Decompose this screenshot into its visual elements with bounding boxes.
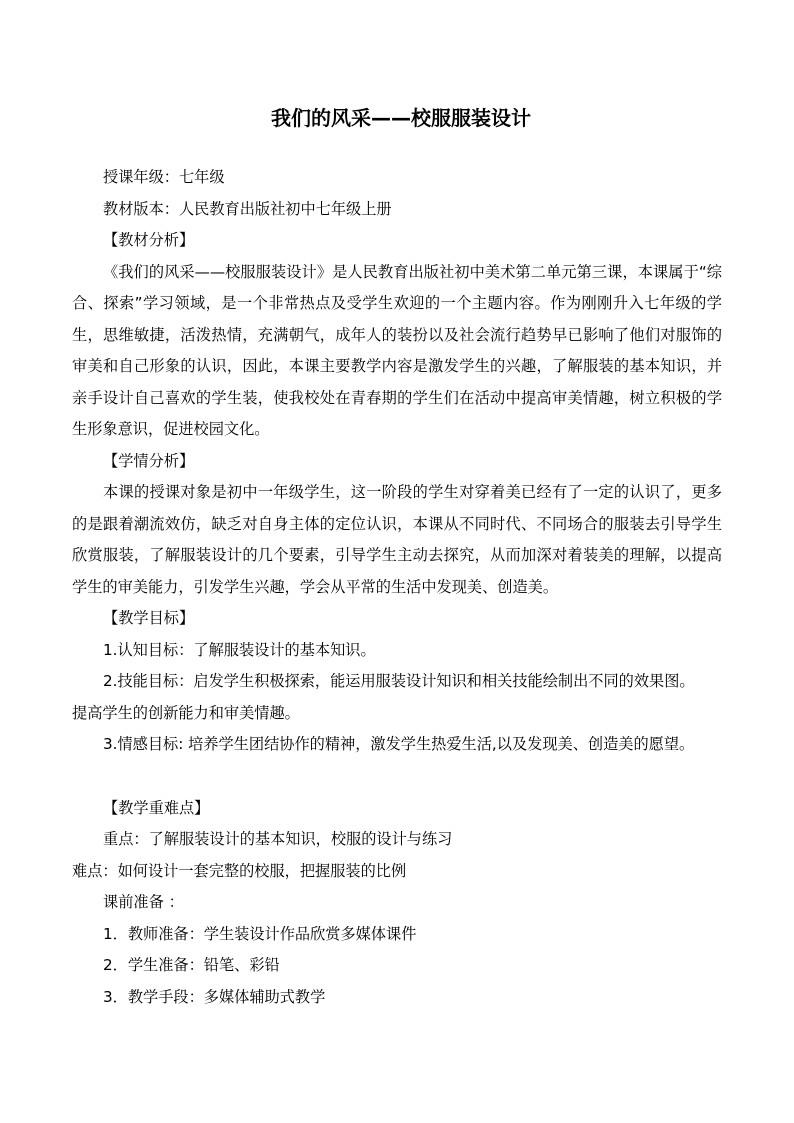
difficult-point: 难点：如何设计一套完整的校服，把握服装的比例 [72, 861, 407, 880]
preparation-means: 3．教学手段：多媒体辅助式教学 [103, 987, 326, 1006]
preparation-heading: 课前准备 ： [103, 893, 184, 911]
student-analysis-heading: 【学情分析】 [103, 451, 195, 470]
objective-cognitive: 1.认知目标：了解服装设计的基本知识。 [103, 640, 376, 659]
blank-line [72, 761, 724, 793]
objective-emotional: 3.情感目标: 培养学生团结协作的精神，激发学生热爱生活,以及发现美、创造美的愿望。 [103, 735, 695, 753]
document-title: 我们的风采——校服服装设计 [271, 106, 531, 130]
document-page [72, 104, 724, 1013]
objectives-heading: 【教学目标】 [103, 609, 195, 627]
edition-line: 教材版本：人民教育出版社初中七年级上册 [103, 199, 392, 218]
material-analysis-heading: 【教材分析】 [103, 231, 195, 249]
grade-line: 授课年级：七年级 [103, 168, 225, 186]
preparation-teacher: 1．教师准备：学生装设计作品欣赏多媒体课件 [103, 924, 417, 943]
material-analysis-body: 《我们的风采——校服服装设计》是人民教育出版社初中美术第二单元第三课，本课属于“综合、探索”学习领域，是一个非常热点及受学生欢迎的一个主题内容。作为刚刚升入七年级的学生，思维敏捷，活泼热情，充满朝气，成年人的装扮以及社会流行趋势早已影响了他们对服饰的审美和自己形象的认识，因此，本课主要教学内容是激发学生的兴趣，了解服装的基本知识，并亲手设计自己喜欢的学生装，使我校处在青春期的学生们在活动中提高审美情趣，树立积极的学生形象意识，促进校园文化。 [72, 262, 722, 438]
objective-skill-continued: 提高学生的创新能力和审美情趣。 [72, 703, 300, 722]
student-analysis-body: 本课的授课对象是初中一年级学生，这一阶段的学生对穿着美已经有了一定的认识了，更多的是跟着潮流效仿，缺乏对自身主体的定位认识，本课从不同时代、不同场合的服装去引导学生欣赏服装，了解服装设计的几个要素，引导学生主动去探究，从而加深对着装美的理解，以提高学生的审美能力，引发学生兴趣，学会从平常的生活中发现美、创造美。 [72, 483, 722, 596]
preparation-student: 2．学生准备：铅笔、彩铅 [103, 956, 280, 974]
objective-skill: 2.技能目标：启发学生积极探索，能运用服装设计知识和相关技能绘制出不同的效果图。 [103, 672, 695, 690]
key-point: 重点：了解服装设计的基本知识，校服的设计与练习 [103, 830, 453, 848]
key-points-heading: 【教学重难点】 [103, 798, 210, 817]
